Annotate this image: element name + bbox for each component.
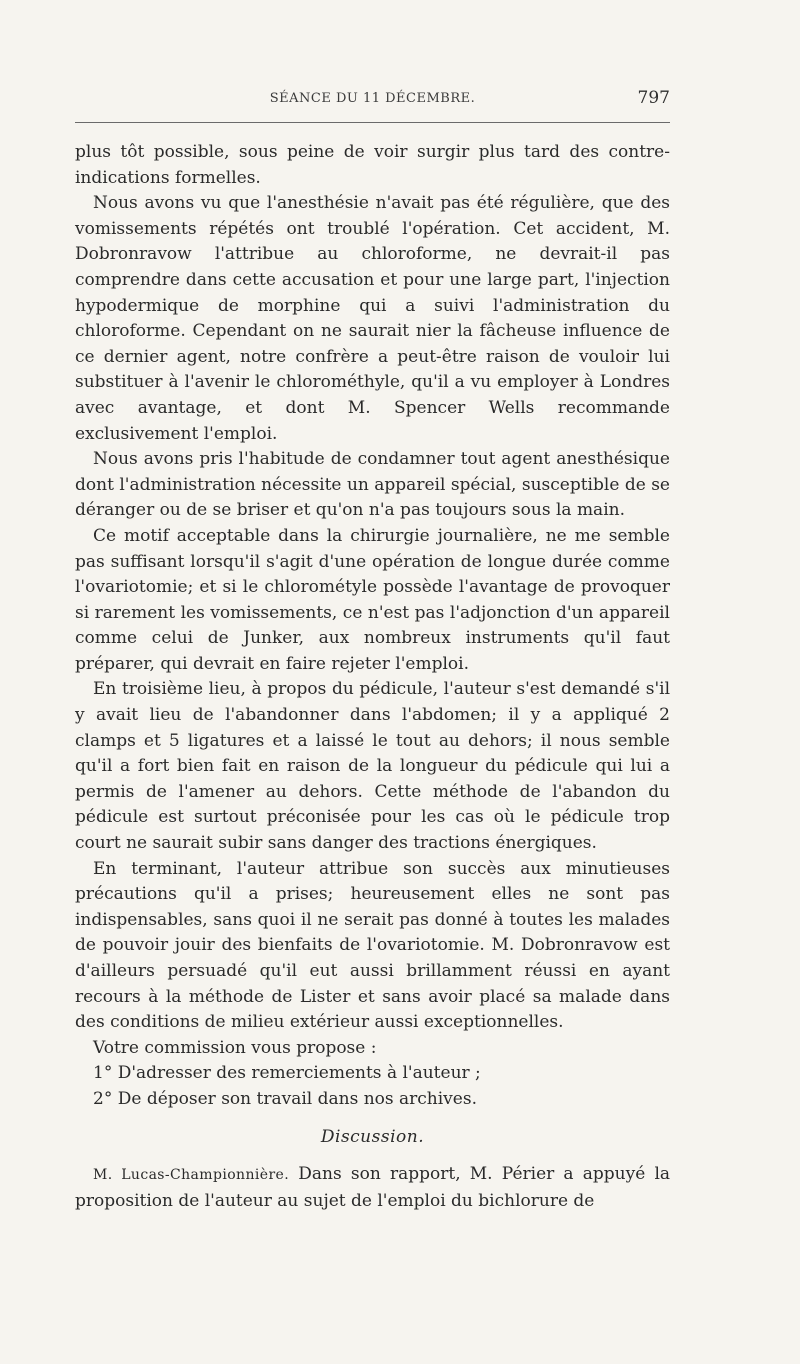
paragraph-anesthetic-apparatus: Nous avons pris l'habitude de condamner tout agent anesthésique dont l'administration nécessite un appareil spécial, susceptible de se déranger ou de se briser et qu'on n'a pas toujours sous la main. (75, 449, 670, 521)
paragraph-pedicle: En troisième lieu, à propos du pédicule, l'auteur s'est demandé s'il y avait lieu de l'abandonner dans l'abdomen; il y a appliqué 2 clamps et 5 ligatures et a laissé le tout au dehors; il nous semble qu'il a fort bien fait en raison de la longueur du pédicule qui lui a permis de l'amener au dehors. Cette méthode de l'abandon du pédicule est surtout préconisée pour les cas où le pédicule trop court ne saurait subir sans danger des tractions énergiques. (75, 679, 670, 854)
body-text (75, 140, 670, 1214)
proposal-item: 1° D'adresser des remerciements à l'auteur ; (93, 1063, 481, 1084)
page-number: 797 (637, 88, 670, 108)
paragraph-anesthesia: Nous avons vu que l'anesthésie n'avait pas été régulière, que des vomissements répétés ont troublé l'opération. Cet accident, M. Dobronravow l'attribue au chloroforme, ne devrait-il pas comprendre dans cette accusation et pour une large part, l'injection hypodermique de morphine qui a suivi l'administration du chloroforme. Cependant on ne saurait nier la fâcheuse influence de ce dernier agent, notre confrère a peut-être raison de vouloir lui substituer à l'avenir le chlorométhyle, qu'il a vu employer à Londres avec avantage, et dont M. Spencer Wells recommande exclusivement l'emploi. (75, 193, 670, 444)
page-header (75, 88, 670, 112)
discussion-text: Dans son rapport, M. Périer a appuyé la proposition de l'auteur au sujet de l'emploi du bichlorure de (75, 1164, 671, 1211)
speaker-name: M. Lucas-Championnière. (93, 1167, 290, 1184)
running-title: SÉANCE DU 11 DÉCEMBRE. (269, 91, 476, 106)
paragraph-conclusion: En terminant, l'auteur attribue son succès aux minutieuses précautions qu'il a prises; heureusement elles ne sont pas indispensables, sans quoi il ne serait pas donné à toutes les malades de pouvoir jouir des bienfaits de l'ovariotomie. M. Dobronravow est d'ailleurs persuadé qu'il eut aussi brillamment réussi en ayant recours à la méthode de Lister et sans avoir placé sa malade dans des conditions de milieu extérieur aussi exceptionnelles. (75, 858, 670, 1033)
paragraph-motive: Ce motif acceptable dans la chirurgie journalière, ne me semble pas suffisant lorsqu'il s'agit d'une opération de longue durée comme l'ovariotomie; et si le chlorométyle possède l'avantage de provoquer si rarement les vomissements, ce n'est pas l'adjonction d'un appareil comme celui de Junker, aux nombreux instruments qu'il faut préparer, qui devrait en faire rejeter l'emploi. (75, 525, 670, 674)
paragraph-continuation: plus tôt possible, sous peine de voir surgir plus tard des contre-indications formelles. (75, 142, 670, 188)
discussion-heading: Discussion. (320, 1126, 425, 1147)
paragraph-discussion (75, 1162, 670, 1214)
paragraph-commission: Votre commission vous propose : (93, 1037, 377, 1058)
header-rule (75, 122, 670, 123)
proposal-item: 2° De déposer son travail dans nos archives. (93, 1088, 477, 1109)
